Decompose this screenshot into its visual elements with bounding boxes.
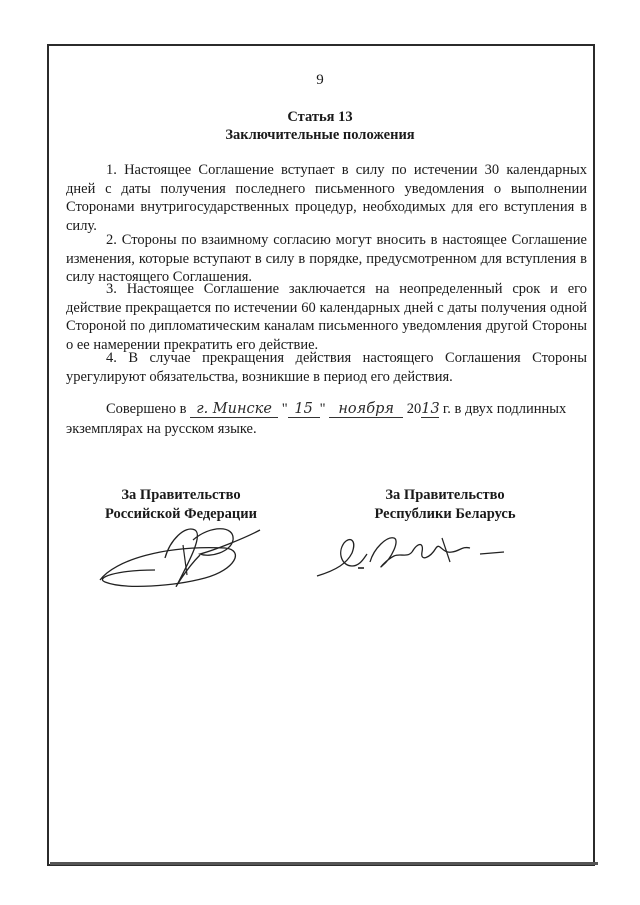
- paragraph-4-text: 4. В случае прекращения действия настоящего Соглашения Стороны урегулируют обязательства, возникшие в период его действия.: [66, 350, 587, 385]
- signing-day: 15: [288, 401, 320, 418]
- signatory-left-line1: За Правительство: [121, 487, 241, 503]
- signing-year-prefix: 20: [406, 401, 422, 417]
- signing-suffix: г. в двух подлинных экземплярах на русском языке.: [66, 401, 567, 437]
- paragraph-2-text: 2. Стороны по взаимному согласию могут вносить в настоящее Соглашение изменения, которые вступают в силу в порядке, предусмотренном для вступления в силу настоящего Соглашения.: [66, 232, 587, 286]
- paragraph-1: [66, 161, 587, 235]
- page-border-bottom-shadow: [50, 862, 598, 865]
- signature-right: [312, 518, 512, 588]
- signing-year-suffix: 13: [421, 401, 440, 417]
- signatory-left-line2: Российской Федерации: [104, 506, 257, 522]
- page-number: 9: [316, 72, 324, 88]
- signature-left: [95, 500, 270, 600]
- signing-month: ноября: [329, 401, 403, 418]
- signing-prefix: Совершено в: [106, 401, 187, 417]
- signatory-right-line1: За Правительство: [385, 487, 505, 503]
- paragraph-3-text: 3. Настоящее Соглашение заключается на неопределенный срок и его действие прекращается по истечении 60 календарных дней с даты получения одной Стороной по дипломатическим каналам письменного уведомления другой Стороны о ее намерении прекратить его действие.: [66, 281, 587, 353]
- paragraph-2: [66, 231, 587, 287]
- paragraph-4: [66, 349, 587, 386]
- signatory-right-line2: Республики Беларусь: [374, 506, 516, 522]
- paragraph-3: [66, 280, 587, 354]
- signing-statement: Совершено в г. Минске " 15 " ноября 2013 г. в двух подлинных экземплярах на русском языке.: [66, 401, 567, 437]
- article-subtitle: Заключительные положения: [225, 127, 415, 143]
- paragraph-1-text: 1. Настоящее Соглашение вступает в силу по истечении 30 календарных дней с даты получения последнего письменного уведомления о выполнении Сторонами внутригосударственных процедур, необходимых для его вступления в силу.: [66, 162, 587, 234]
- signing-city: г. Минске: [190, 401, 278, 418]
- article-title: Статья 13: [287, 109, 353, 125]
